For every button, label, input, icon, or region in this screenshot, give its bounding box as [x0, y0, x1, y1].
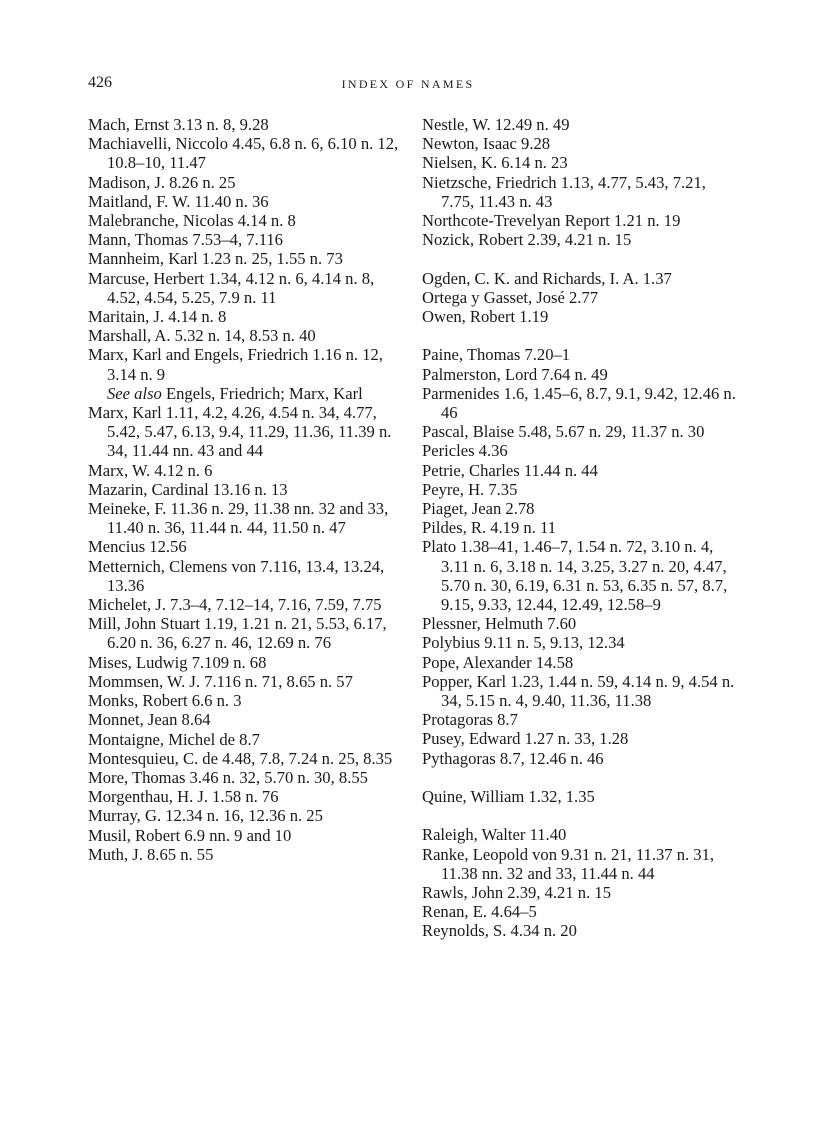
- index-entry-text: Marshall, A. 5.32 n. 14, 8.53 n. 40: [88, 326, 316, 346]
- index-entry-text: Palmerston, Lord 7.64 n. 49: [422, 364, 608, 384]
- index-entry-text: Mach, Ernst 3.13 n. 8, 9.28: [88, 115, 269, 134]
- index-entry: [422, 422, 740, 441]
- index-entry-text: Marx, Karl and Engels, Friedrich 1.16 n. 12, 3.14 n. 9: [88, 345, 383, 384]
- index-entry-text: Montaigne, Michel de 8.7: [88, 729, 260, 749]
- index-entry: [422, 787, 740, 806]
- index-entry: [88, 653, 406, 672]
- index-entry: [422, 729, 740, 748]
- index-entry-text: Mazarin, Cardinal 13.16 n. 13: [88, 479, 288, 499]
- letter-group-gap: [422, 768, 740, 787]
- letter-group-gap: [422, 326, 740, 345]
- index-entry-text: Engels, Friedrich; Marx, Karl: [166, 383, 363, 403]
- index-column-right: [422, 115, 740, 941]
- index-entry-text: Muth, J. 8.65 n. 55: [88, 844, 214, 864]
- index-entry: [88, 115, 406, 134]
- index-entry-text: Plessner, Helmuth 7.60: [422, 614, 577, 634]
- index-entry-text: Marx, W. 4.12 n. 6: [88, 460, 213, 480]
- index-entry: [88, 826, 406, 845]
- index-entry: [88, 461, 406, 480]
- index-entry-text: Renan, E. 4.64–5: [422, 902, 537, 922]
- index-entry-text: Raleigh, Walter 11.40: [422, 825, 567, 845]
- index-entry: [88, 710, 406, 729]
- index-entry-text: Ogden, C. K. and Richards, I. A. 1.37: [422, 268, 672, 288]
- index-entry: [88, 806, 406, 825]
- index-entry: [422, 134, 740, 153]
- index-entry: [422, 307, 740, 326]
- index-entry-text: Owen, Robert 1.19: [422, 307, 549, 327]
- index-entry-text: Murray, G. 12.34 n. 16, 12.36 n. 25: [88, 806, 323, 826]
- running-head: INDEX OF NAMES: [341, 77, 475, 91]
- index-entry: [88, 134, 406, 172]
- index-entry-text: Maitland, F. W. 11.40 n. 36: [88, 191, 269, 211]
- index-entry-text: Ortega y Gasset, José 2.77: [422, 287, 599, 307]
- index-entry: [422, 883, 740, 902]
- index-entry-text: Polybius 9.11 n. 5, 9.13, 12.34: [422, 633, 625, 653]
- index-entry-text: Mannheim, Karl 1.23 n. 25, 1.55 n. 73: [88, 249, 343, 269]
- index-entry-text: More, Thomas 3.46 n. 32, 5.70 n. 30, 8.55: [88, 767, 368, 787]
- index-entry-text: Montesquieu, C. de 4.48, 7.8, 7.24 n. 25, 8.35: [88, 748, 393, 768]
- index-entry-text: Nestle, W. 12.49 n. 49: [422, 115, 570, 134]
- index-entry: [422, 825, 740, 844]
- index-entry: [88, 211, 406, 230]
- index-entry: [88, 672, 406, 691]
- index-column-left: [88, 115, 406, 864]
- index-entry: [88, 173, 406, 192]
- index-entry-text: Rawls, John 2.39, 4.21 n. 15: [422, 883, 611, 903]
- index-entry: [422, 269, 740, 288]
- index-entry-text: Malebranche, Nicolas 4.14 n. 8: [88, 211, 296, 231]
- index-entry: [422, 211, 740, 230]
- index-entry: [88, 249, 406, 268]
- index-entry-text: Mill, John Stuart 1.19, 1.21 n. 21, 5.53, 6.17, 6.20 n. 36, 6.27 n. 46, 12.69 n. 76: [88, 614, 387, 653]
- index-entry: [422, 499, 740, 518]
- index-entry: [422, 173, 740, 211]
- index-entry-text: Petrie, Charles 11.44 n. 44: [422, 460, 598, 480]
- index-entry-text: Mises, Ludwig 7.109 n. 68: [88, 652, 267, 672]
- index-entry-text: Monks, Robert 6.6 n. 3: [88, 691, 242, 711]
- index-entry: [88, 768, 406, 787]
- index-entry-text: Pascal, Blaise 5.48, 5.67 n. 29, 11.37 n. 30: [422, 422, 705, 442]
- index-entry-text: Musil, Robert 6.9 nn. 9 and 10: [88, 825, 292, 845]
- index-entry-text: Mencius 12.56: [88, 537, 187, 557]
- index-entry: [88, 230, 406, 249]
- index-entry: [422, 153, 740, 172]
- index-entry: [422, 672, 740, 710]
- index-entry: [88, 192, 406, 211]
- index-entry-text: Mommsen, W. J. 7.116 n. 71, 8.65 n. 57: [88, 671, 353, 691]
- index-entry-text: Nielsen, K. 6.14 n. 23: [422, 153, 568, 173]
- letter-group-gap: [422, 806, 740, 825]
- index-entry-text: Quine, William 1.32, 1.35: [422, 787, 595, 807]
- index-entry: [88, 269, 406, 307]
- index-entry-text: Meineke, F. 11.36 n. 29, 11.38 nn. 32 and 33, 11.40 n. 36, 11.44 n. 44, 11.50 n. 47: [88, 499, 389, 538]
- index-entry: [88, 614, 406, 652]
- index-entry-text: Popper, Karl 1.23, 1.44 n. 59, 4.14 n. 9, 4.54 n. 34, 5.15 n. 4, 9.40, 11.36, 11.38: [422, 671, 735, 711]
- index-entry-text: Nietzsche, Friedrich 1.13, 4.77, 5.43, 7.21, 7.75, 11.43 n. 43: [422, 172, 706, 211]
- index-entry: [422, 384, 740, 422]
- index-entry-text: Parmenides 1.6, 1.45–6, 8.7, 9.1, 9.42, 12.46 n. 46: [422, 383, 736, 423]
- index-subentry: [88, 384, 406, 403]
- index-entry: [422, 441, 740, 460]
- index-entry: [422, 710, 740, 729]
- see-also-label: See also: [107, 383, 162, 403]
- index-entry: [88, 557, 406, 595]
- index-entry-text: Protagoras 8.7: [422, 710, 518, 730]
- index-entry-text: Piaget, Jean 2.78: [422, 499, 535, 519]
- index-entry: [422, 749, 740, 768]
- index-entry: [88, 480, 406, 499]
- index-entry-text: Northcote-Trevelyan Report 1.21 n. 19: [422, 211, 681, 231]
- index-entry-text: Morgenthau, H. J. 1.58 n. 76: [88, 787, 279, 807]
- index-entry: [88, 787, 406, 806]
- index-entry: [422, 480, 740, 499]
- index-entry-text: Reynolds, S. 4.34 n. 20: [422, 921, 577, 941]
- letter-group-gap: [422, 249, 740, 268]
- index-entry: [422, 230, 740, 249]
- index-entry: [88, 307, 406, 326]
- index-entry: [422, 921, 740, 940]
- index-entry: [88, 537, 406, 556]
- index-entry-text: Pericles 4.36: [422, 441, 508, 461]
- index-entry-text: Michelet, J. 7.3–4, 7.12–14, 7.16, 7.59, 7.75: [88, 595, 382, 615]
- index-entry-text: Peyre, H. 7.35: [422, 479, 518, 499]
- index-entry: [88, 845, 406, 864]
- index-entry: [422, 845, 740, 883]
- index-entry: [422, 653, 740, 672]
- index-entry-text: Pusey, Edward 1.27 n. 33, 1.28: [422, 729, 629, 749]
- index-entry-text: Pope, Alexander 14.58: [422, 652, 574, 672]
- index-entry: [422, 288, 740, 307]
- index-entry-text: Monnet, Jean 8.64: [88, 710, 211, 730]
- index-entry: [88, 730, 406, 749]
- index-entry: [422, 461, 740, 480]
- index-entry-text: Plato 1.38–41, 1.46–7, 1.54 n. 72, 3.10 n. 4, 3.11 n. 6, 3.18 n. 14, 3.25, 3.27 n. 20, 4.47, 5.70 n. 30, 6.19, 6.31 n. 53, 6.35 n. 57, 8.7, 9.15, 9.33, 12.44, 12.49, 12.58–9: [422, 537, 728, 615]
- index-entry-text: Madison, J. 8.26 n. 25: [88, 172, 236, 192]
- index-entry: [422, 115, 740, 134]
- index-entry-text: Metternich, Clemens von 7.116, 13.4, 13.24, 13.36: [88, 556, 385, 595]
- index-entry: [88, 749, 406, 768]
- index-entry: [88, 499, 406, 537]
- index-entry-text: Machiavelli, Niccolo 4.45, 6.8 n. 6, 6.10 n. 12, 10.8–10, 11.47: [88, 134, 399, 173]
- index-entry: [422, 614, 740, 633]
- index-entry: [422, 537, 740, 614]
- index-entry: [422, 365, 740, 384]
- index-entry: [88, 345, 406, 383]
- index-entry: [422, 633, 740, 652]
- index-entry-text: Ranke, Leopold von 9.31 n. 21, 11.37 n. 31, 11.38 nn. 32 and 33, 11.44 n. 44: [422, 844, 715, 883]
- index-entry: [422, 902, 740, 921]
- index-entry-text: Paine, Thomas 7.20–1: [422, 345, 571, 365]
- index-entry-text: Maritain, J. 4.14 n. 8: [88, 307, 227, 327]
- page-number: 426: [88, 74, 112, 91]
- index-entry-text: Nozick, Robert 2.39, 4.21 n. 15: [422, 230, 632, 250]
- index-entry: [88, 326, 406, 345]
- index-entry-text: Marx, Karl 1.11, 4.2, 4.26, 4.54 n. 34, 4.77, 5.42, 5.47, 6.13, 9.4, 11.29, 11.36, 11.39 n. 34, 11.44 nn. 43 and 44: [88, 403, 392, 461]
- index-entry-text: Newton, Isaac 9.28: [422, 134, 551, 154]
- index-entry-text: Pildes, R. 4.19 n. 11: [422, 518, 556, 538]
- index-entry: [88, 595, 406, 614]
- index-entry: [422, 345, 740, 364]
- index-entry: [88, 403, 406, 461]
- index-entry-text: Mann, Thomas 7.53–4, 7.116: [88, 230, 283, 250]
- index-entry: [88, 691, 406, 710]
- index-entry: [422, 518, 740, 537]
- index-entry-text: Marcuse, Herbert 1.34, 4.12 n. 6, 4.14 n. 8, 4.52, 4.54, 5.25, 7.9 n. 11: [88, 268, 375, 307]
- index-entry-text: Pythagoras 8.7, 12.46 n. 46: [422, 748, 604, 768]
